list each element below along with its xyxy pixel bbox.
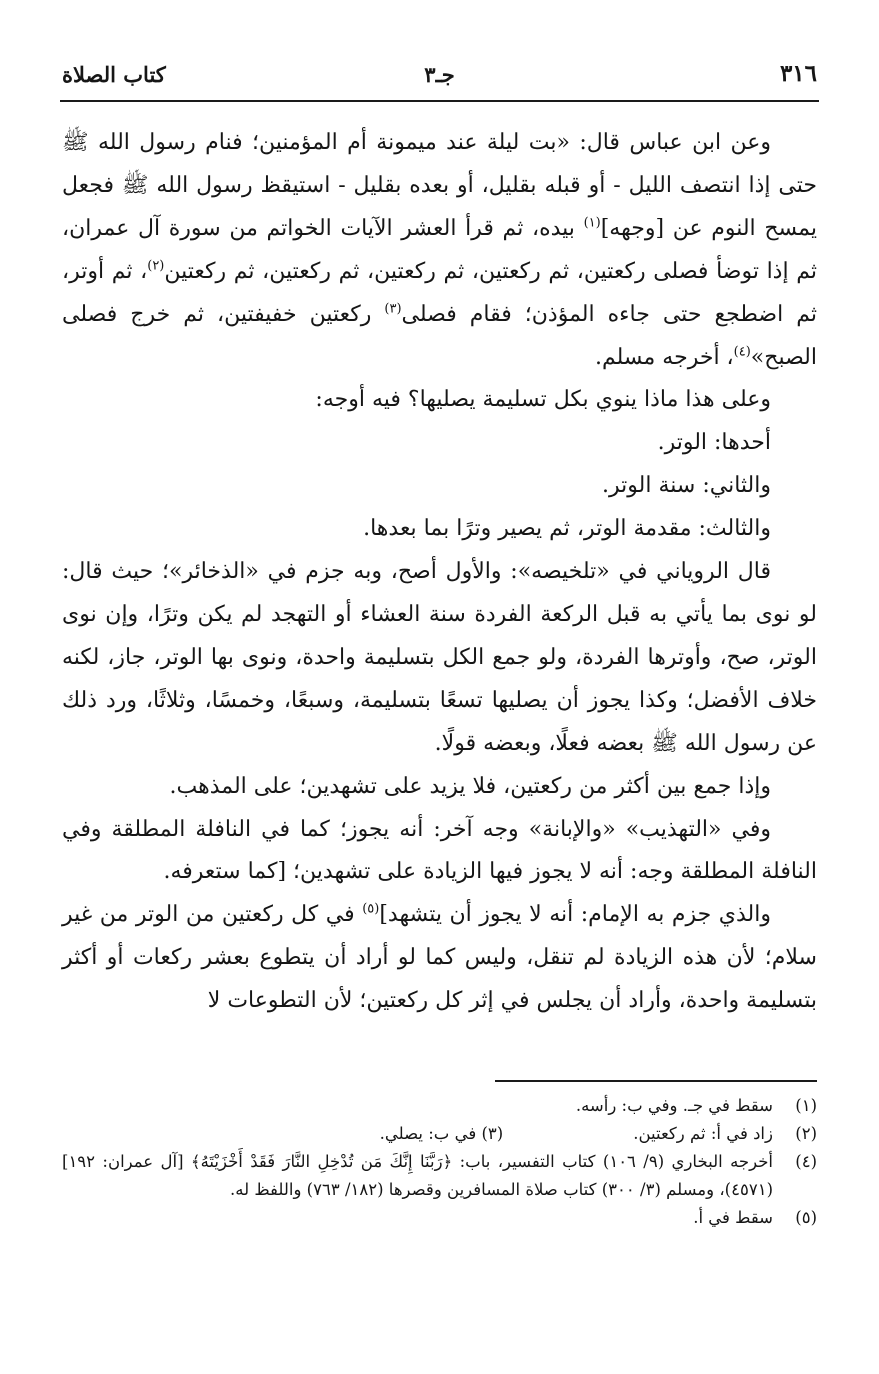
paragraph: والثالث: مقدمة الوتر، ثم يصير وترًا بما بعدها.: [363, 516, 771, 542]
footnote-number: (٤): [795, 1152, 817, 1171]
paragraph: وفي «التهذيب» «والإبانة» وجه آخر: أنه يجوز؛ كما في النافلة المطلقة وفي النافلة المطلقة وجه: أنه لا يجوز فيها الزيادة على تشهدين؛ [كما ستعرفه.: [62, 816, 817, 885]
footnote-ref: (٤): [733, 344, 751, 360]
footnote: [62, 1120, 817, 1148]
book-title: كتاب الصلاة: [62, 62, 166, 87]
footnote-text: أخرجه البخاري (٩/ ١٠٦) كتاب التفسير، باب: ﴿رَبَّنَا إِنَّكَ مَن تُدْخِلِ النَّارَ فَقَدْ أَخْزَيْتَهُ﴾ [آل عمران: ١٩٢] (٤٥٧١)، ومسلم (٣/ ٣٠٠) كتاب صلاة المسافرين وقصرها (١٨٢/ ٧٦٣) واللفظ له.: [62, 1152, 773, 1199]
paragraph: قال الروياني في «تلخيصه»: والأول أصح، وبه جزم في «الذخائر»؛ حيث قال: لو نوى بما يأتي به قبل الركعة الفردة سنة العشاء أو التهجد لم يكن وترًا، وإن نوى الوتر، صح، وأوترها الفردة، ولو جمع الكل بتسليمة واحدة، ونوى بها الوتر، جاز، لكنه خلاف الأفضل؛ وكذا يجوز أن يصليها تسعًا بتسليمة، وسبعًا، وخمسًا، وثلاثًا، ورد ذلك عن رسول الله ﷺ بعضه فعلًا، وبعضه قولًا.: [62, 559, 817, 756]
footnote-number: (٥): [795, 1208, 817, 1227]
footnote-number: (١): [795, 1096, 817, 1115]
paragraph: وإذا جمع بين أكثر من ركعتين، فلا يزيد على تشهدين؛ على المذهب.: [169, 773, 771, 799]
running-header: [60, 60, 819, 102]
volume-label: جـ٣: [424, 62, 455, 87]
paragraph: أحدها: الوتر.: [657, 430, 771, 456]
footnote: [62, 1204, 817, 1232]
footnotes: [62, 1092, 817, 1232]
footnote-text: سقط في جـ. وفي ب: رأسه.: [575, 1096, 773, 1115]
footnote-number: (٢): [795, 1124, 817, 1143]
footnote-text: زاد في أ: ثم ركعتين.: [633, 1124, 773, 1143]
paragraph: وعلى هذا ماذا ينوي بكل تسليمة يصليها؟ فيه أوجه:: [315, 387, 771, 413]
paragraph: والثاني: سنة الوتر.: [602, 473, 771, 499]
paragraph: والذي جزم به الإمام: أنه لا يجوز أن يتشهد]$^{(٥)}$ في كل ركعتين من الوتر من غير سلام؛ لأن هذه الزيادة لم تنقل، وليس كما لو أراد أن يتطوع بعشر ركعات أو أكثر بتسليمة واحدة، وأراد أن يجلس في إثر كل ركعتين؛ لأن التطوعات لا: [62, 901, 817, 1014]
footnote-text: (٣) في ب: يصلي.: [379, 1124, 504, 1143]
footnote-ref: (٥): [362, 901, 380, 917]
footnote: [62, 1148, 817, 1204]
paragraph-hadith: وعن ابن عباس قال: «بت ليلة عند ميمونة أم المؤمنين؛ فنام رسول الله ﷺ حتى إذا انتصف الليل - أو قبله بقليل، أو بعده بقليل - استيقظ رسول الله ﷺ فجعل يمسح النوم عن [وجهه]$^{(١)}$ بيده، ثم قرأ العشر الآيات الخواتم من سورة آل عمران، ثم إذا توضأ فصلى ركعتين، ثم ركعتين، ثم ركعتين، ثم ركعتين، ثم ركعتين$^{(٢)}$، ثم أوتر، ثم اضطجع حتى جاءه المؤذن؛ فقام فصلى$^{(٣)}$ ركعتين خفيفتين، ثم خرج فصلى الصبح»$^{(٤)}$، أخرجه مسلم.: [62, 130, 817, 370]
footnote-ref: (١): [583, 215, 601, 231]
main-text: [62, 122, 817, 1023]
footnote-separator: [495, 1080, 817, 1082]
footnote-text: سقط في أ.: [693, 1208, 773, 1227]
footnote-ref: (٣): [384, 301, 402, 317]
footnote: [62, 1092, 817, 1120]
footnote-ref: (٢): [147, 258, 165, 274]
page-number: ٣١٦: [779, 60, 817, 87]
